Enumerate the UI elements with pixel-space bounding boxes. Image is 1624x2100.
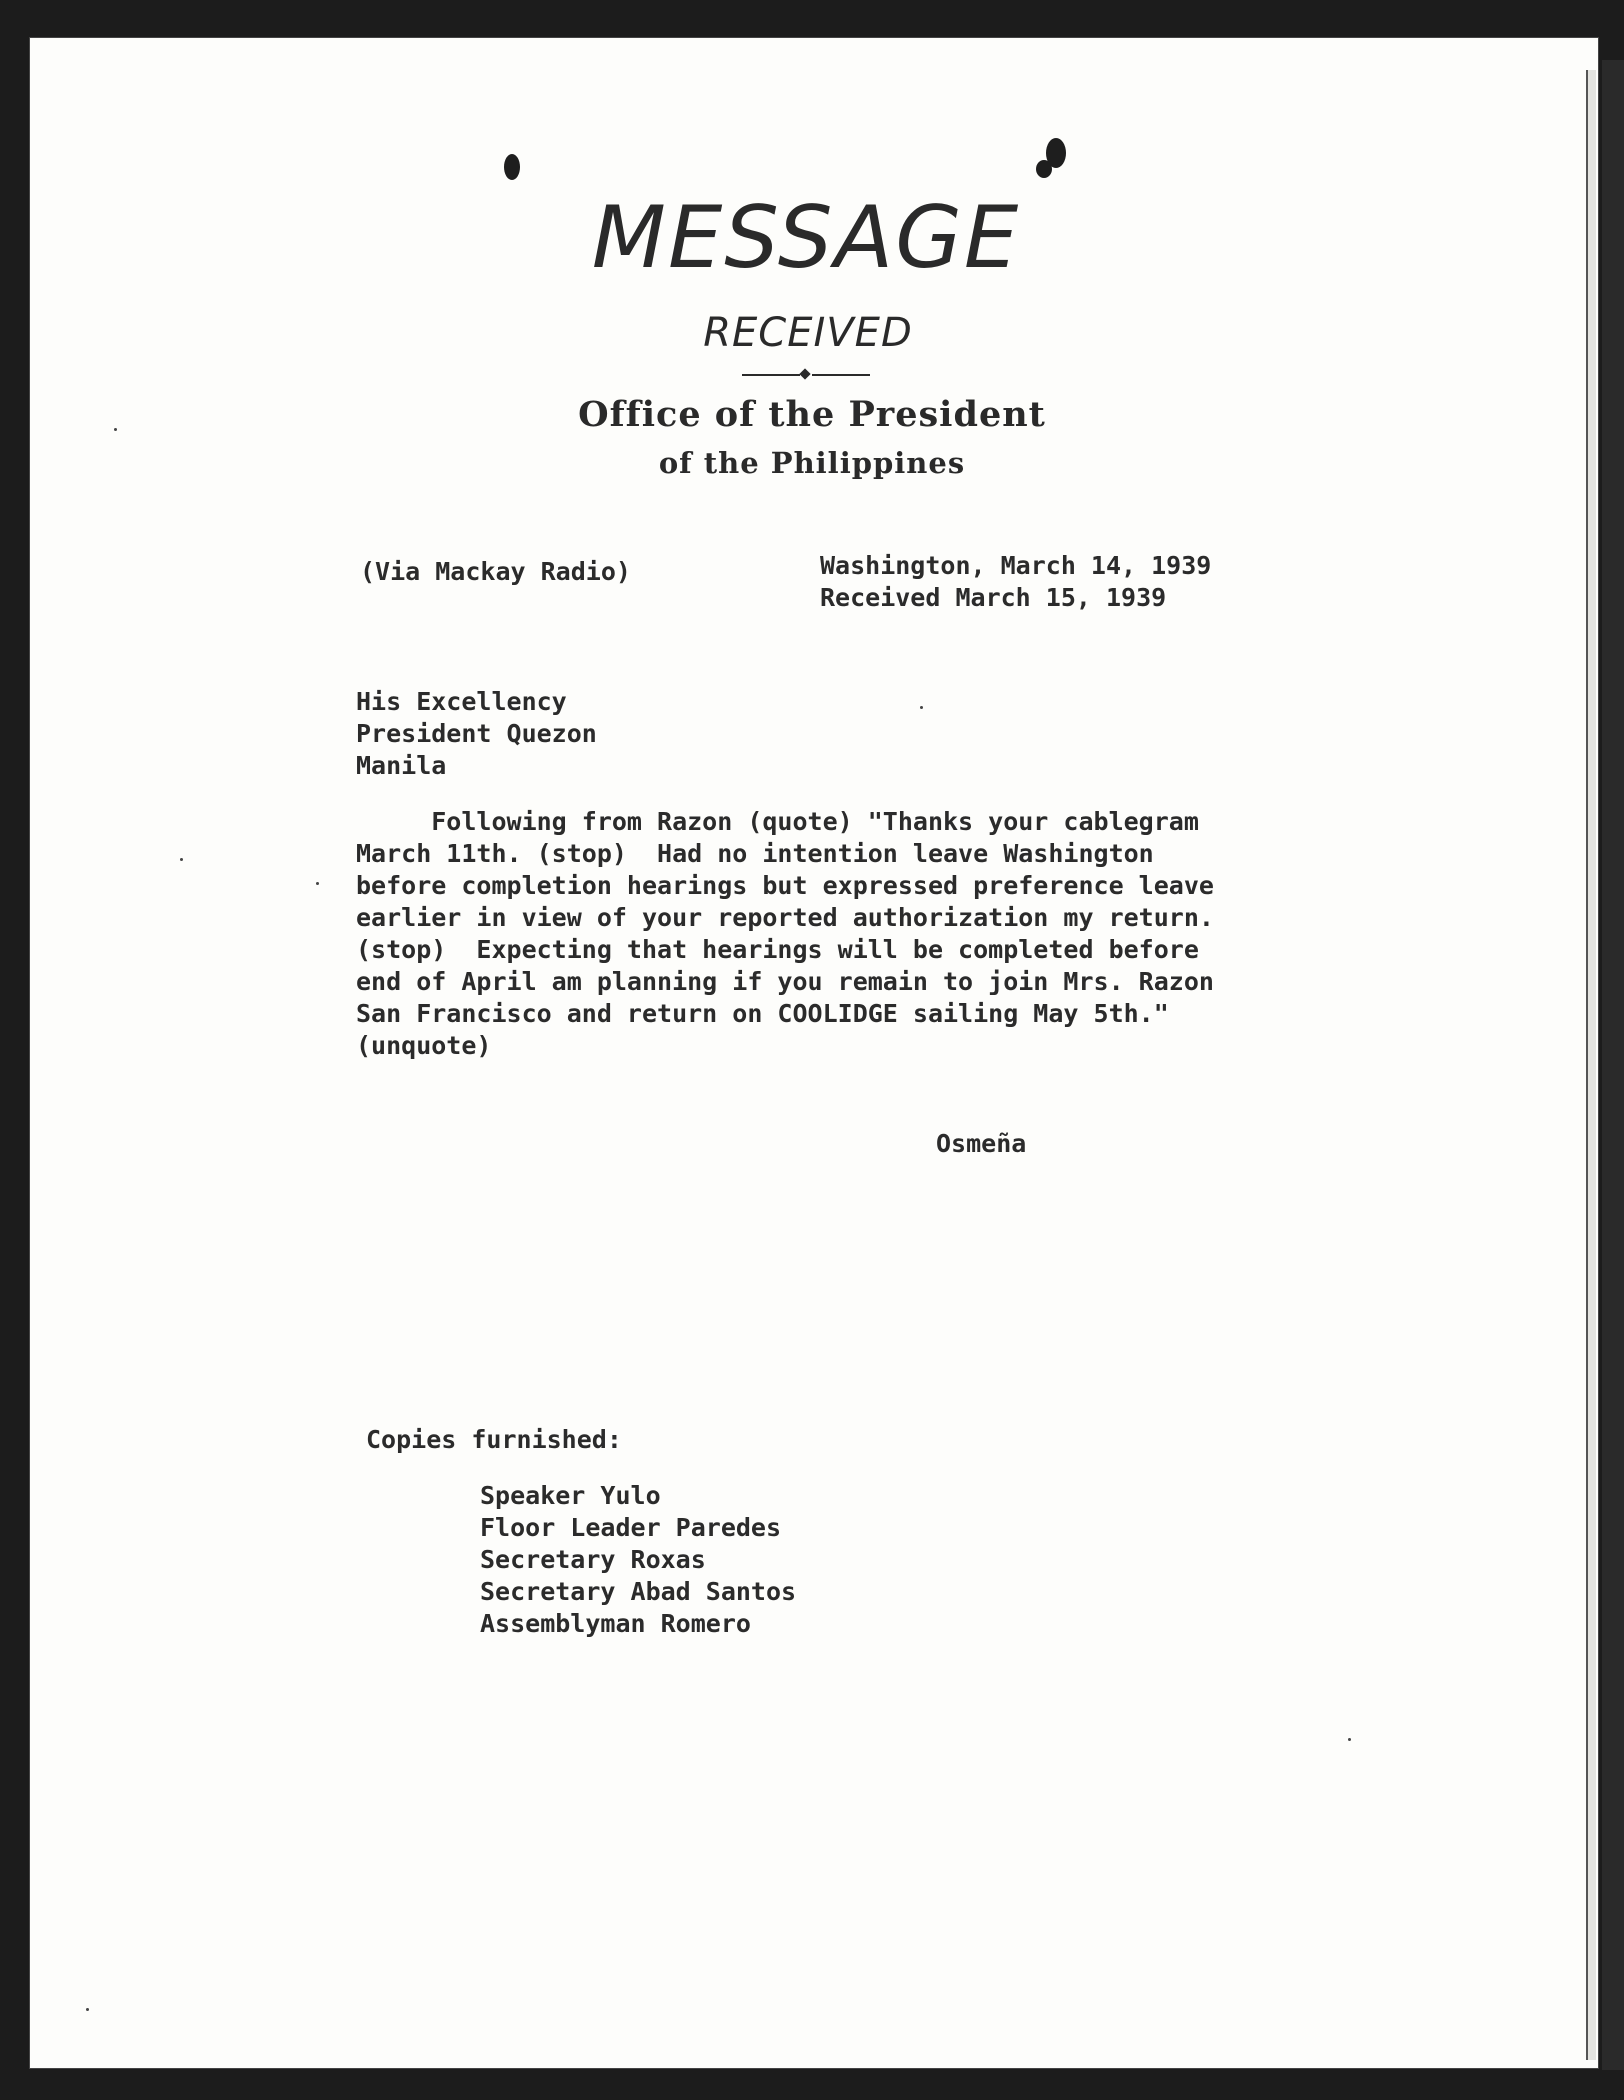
scan-speck	[920, 706, 923, 709]
paper-edge	[1586, 70, 1596, 2060]
paper-sheet	[30, 38, 1598, 2068]
letterhead-country: of the Philippines	[658, 446, 966, 480]
letterhead-title: MESSAGE	[591, 188, 1021, 288]
letterhead-divider	[742, 370, 872, 380]
letterhead-subtitle: RECEIVED	[703, 310, 913, 356]
scan-border	[1602, 60, 1624, 2070]
scan-speck	[1348, 1738, 1351, 1741]
copy-recipient: Floor Leader Paredes	[480, 1513, 782, 1542]
scan-speck	[114, 428, 117, 431]
copy-recipient: Speaker Yulo	[480, 1481, 661, 1510]
body-line: end of April am planning if you remain to join Mrs. Razon	[356, 967, 1214, 996]
addressee-line-1: His Excellency	[356, 687, 567, 716]
copy-recipient: Secretary Abad Santos	[480, 1577, 797, 1606]
letterhead-office: Office of the President	[578, 394, 1046, 435]
received-date: Received March 15, 1939	[820, 583, 1167, 612]
body-line: (unquote)	[356, 1031, 492, 1060]
origin-date: Washington, March 14, 1939	[820, 551, 1212, 580]
scan-speck	[180, 858, 183, 861]
copy-recipient: Assemblyman Romero	[480, 1609, 751, 1638]
ink-blot-right-small	[1036, 160, 1052, 178]
body-line: Following from Razon (quote) "Thanks your cablegram	[356, 807, 1199, 836]
body-line: San Francisco and return on COOLIDGE sailing May 5th."	[356, 999, 1169, 1028]
scan-speck	[316, 882, 319, 885]
addressee-line-2: President Quezon	[356, 719, 597, 748]
via-line: (Via Mackay Radio)	[360, 557, 631, 586]
body-line: March 11th. (stop) Had no intention leave Washington	[356, 839, 1154, 868]
scan-speck	[86, 2008, 89, 2011]
body-line: earlier in view of your reported authorization my return.	[356, 903, 1214, 932]
body-line: (stop) Expecting that hearings will be completed before	[356, 935, 1199, 964]
addressee-line-3: Manila	[356, 751, 447, 780]
copy-recipient: Secretary Roxas	[480, 1545, 706, 1574]
copies-heading: Copies furnished:	[366, 1425, 622, 1454]
ink-blot-left	[504, 154, 520, 180]
body-line: before completion hearings but expressed preference leave	[356, 871, 1214, 900]
signature: Osmeña	[936, 1129, 1027, 1158]
